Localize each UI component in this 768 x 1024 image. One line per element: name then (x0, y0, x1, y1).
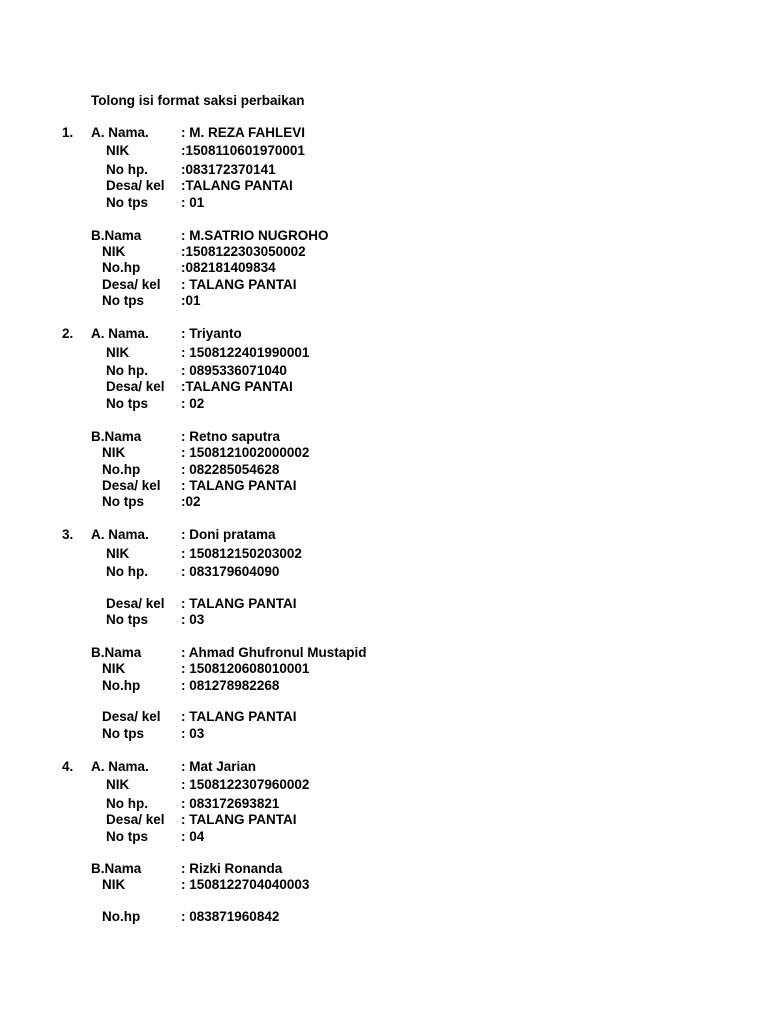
a-nik-label: NIK (106, 777, 130, 792)
a-nama-value: : M. REZA FAHLEVI (181, 125, 305, 140)
b-nama-value: : Ahmad Ghufronul Mustapid (181, 645, 367, 660)
b-hp-label: No.hp (102, 462, 141, 477)
a-desa-value: :TALANG PANTAI (181, 178, 293, 193)
a-tps-label: No tps (106, 612, 148, 627)
b-nik-label: NIK (102, 661, 126, 676)
b-hp-value: :082181409834 (181, 260, 276, 275)
b-hp-value: : 082285054628 (181, 462, 280, 477)
b-desa-label: Desa/ kel (102, 478, 161, 493)
a-nama-label: A. Nama. (91, 527, 149, 542)
a-hp-value: : 0895336071040 (181, 363, 287, 378)
a-hp-value: : 083172693821 (181, 796, 280, 811)
b-nik-value: : 1508121002000002 (181, 445, 310, 460)
a-hp-label: No hp. (106, 363, 148, 378)
a-desa-value: :TALANG PANTAI (181, 379, 293, 394)
b-nik-label: NIK (102, 877, 126, 892)
a-hp-value: :083172370141 (181, 162, 276, 177)
document-title: Tolong isi format saksi perbaikan (91, 93, 305, 108)
a-desa-label: Desa/ kel (106, 596, 165, 611)
entry-number: 4. (62, 759, 74, 774)
b-tps-label: No tps (102, 726, 144, 741)
a-desa-label: Desa/ kel (106, 379, 165, 394)
b-hp-label: No.hp (102, 260, 141, 275)
b-nama-label: B.Nama (91, 861, 142, 876)
a-hp-value: : 083179604090 (181, 564, 280, 579)
a-tps-value: : 04 (181, 829, 205, 844)
b-desa-label: Desa/ kel (102, 709, 161, 724)
b-desa-label: Desa/ kel (102, 277, 161, 292)
a-hp-label: No hp. (106, 162, 148, 177)
b-tps-label: No tps (102, 293, 144, 308)
a-nama-value: : Mat Jarian (181, 759, 257, 774)
a-nik-value: : 1508122307960002 (181, 777, 310, 792)
b-nik-label: NIK (102, 244, 126, 259)
b-tps-value: :01 (181, 293, 201, 308)
a-tps-value: : 03 (181, 612, 205, 627)
b-tps-label: No tps (102, 494, 144, 509)
a-nama-label: A. Nama. (91, 326, 149, 341)
b-desa-value: : TALANG PANTAI (181, 277, 297, 292)
a-nik-label: NIK (106, 143, 130, 158)
a-tps-label: No tps (106, 396, 148, 411)
a-nama-value: : Doni pratama (181, 527, 276, 542)
b-nama-label: B.Nama (91, 429, 142, 444)
b-hp-value: : 081278982268 (181, 678, 280, 693)
b-hp-label: No.hp (102, 909, 141, 924)
b-desa-value: : TALANG PANTAI (181, 478, 297, 493)
entry-number: 2. (62, 326, 74, 341)
a-nik-value: : 150812150203002 (181, 546, 302, 561)
a-nik-value: : 1508122401990001 (181, 345, 310, 360)
a-tps-value: : 01 (181, 195, 205, 210)
a-hp-label: No hp. (106, 564, 148, 579)
a-tps-label: No tps (106, 829, 148, 844)
b-nik-value: :1508122303050002 (181, 244, 306, 259)
a-tps-label: No tps (106, 195, 148, 210)
a-nik-value: :1508110601970001 (181, 143, 305, 158)
a-desa-value: : TALANG PANTAI (181, 596, 297, 611)
entry-number: 1. (62, 125, 74, 140)
b-desa-value: : TALANG PANTAI (181, 709, 297, 724)
b-hp-value: : 083871960842 (181, 909, 280, 924)
b-hp-label: No.hp (102, 678, 141, 693)
b-nik-label: NIK (102, 445, 126, 460)
b-nama-label: B.Nama (91, 228, 142, 243)
a-nama-value: : Triyanto (181, 326, 242, 341)
a-nik-label: NIK (106, 345, 130, 360)
b-tps-value: : 03 (181, 726, 205, 741)
a-hp-label: No hp. (106, 796, 148, 811)
entry-number: 3. (62, 527, 74, 542)
a-desa-label: Desa/ kel (106, 178, 165, 193)
b-nama-label: B.Nama (91, 645, 142, 660)
a-desa-value: : TALANG PANTAI (181, 812, 297, 827)
b-nik-value: : 1508120608010001 (181, 661, 310, 676)
a-nik-label: NIK (106, 546, 130, 561)
a-nama-label: A. Nama. (91, 125, 149, 140)
a-tps-value: : 02 (181, 396, 205, 411)
b-tps-value: :02 (181, 494, 201, 509)
b-nama-value: : Rizki Ronanda (181, 861, 283, 876)
a-nama-label: A. Nama. (91, 759, 149, 774)
a-desa-label: Desa/ kel (106, 812, 165, 827)
b-nik-value: : 1508122704040003 (181, 877, 310, 892)
b-nama-value: : M.SATRIO NUGROHO (181, 228, 329, 243)
b-nama-value: : Retno saputra (181, 429, 281, 444)
